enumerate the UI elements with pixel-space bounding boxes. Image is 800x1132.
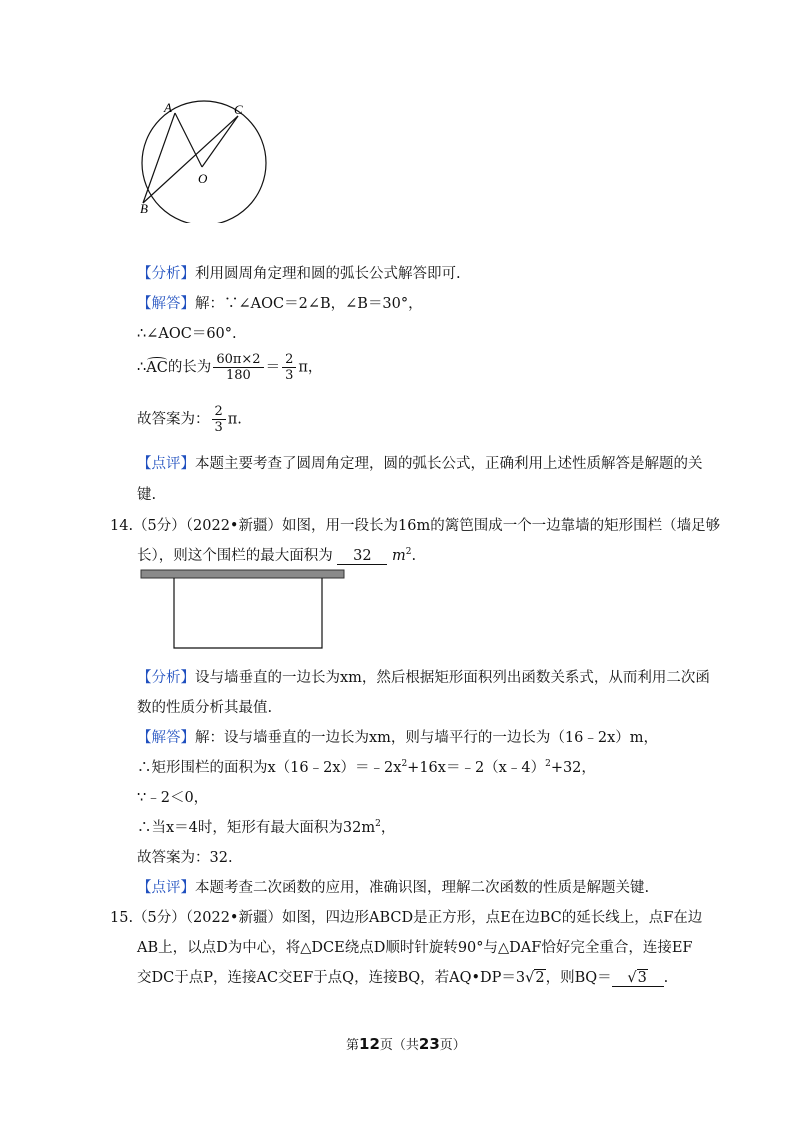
wall [141,570,344,578]
comment-tag: 【点评】 [137,880,195,896]
answer-tag: 【解答】 [137,730,195,746]
q13-final-answer: 故答案为： $\frac{2}{3}$ π. [137,404,242,435]
q15-stem-line2: AB上，以点D为中心，将△DCE绕点D顺时针旋转90°与△DAF恰好完全重合，连接EF [137,940,693,956]
circle-outline [142,101,266,223]
segment-ao [175,113,202,167]
point-label-c: C [234,102,243,117]
fraction: $\frac{2}{3}$ [282,352,296,383]
sqrt-symbol: √2 [525,970,545,986]
q15-stem-line3: 交DC于点P，连接AC交EF于点Q，连接BQ，若AQ•DP＝3√2，则BQ＝ √3 . [137,970,669,986]
q13-answer-line1 [137,292,423,313]
q13-answer-line2: ∴∠AOC＝60°. [137,326,237,342]
q13-comment-line1: 【点评】本题主要考查了圆周角定理，圆的弧长公式，正确利用上述性质解答是解题的关 [137,456,703,472]
segment-bc [143,116,238,203]
q14-stem-line2: 长），则这个围栏的最大面积为 32 $m^2$. [137,547,417,564]
total-pages: 23 [418,1035,440,1053]
q14-final-answer: 故答案为：32. [137,850,233,866]
fraction: $\frac{2}{3}$ [212,404,226,435]
q13-answer-line3: ∴AC的长为 $\frac{60\pi\times 2}{180}$ ＝ $\frac{2}{3}$ π， [137,352,323,383]
point-label-b: B [140,201,148,216]
q14-comment: 【点评】本题考查二次函数的应用，准确识图，理解二次函数的性质是解题关键. [137,880,650,896]
point-label-a: A [164,100,172,115]
q14-stem-line1: 14.（5分）（2022•新疆）如图，用一段长为16m的篱笆围成一个一边靠墙的矩形围栏（墙足够 [110,518,721,534]
answer-text: 解：∵∠AOC＝2∠B，∠B＝30°， [195,296,423,312]
arc-ac-symbol: AC [146,359,168,376]
answer-blank: 32 [337,548,387,565]
segment-ab [143,113,175,203]
q14-answer-line2: ∴矩形围栏的面积为$x(16﹣2x)=﹣2x^2+16x=﹣2(x﹣4)^2+32$， [137,759,596,776]
q14-answer-line4: ∴当x＝4时，矩形有最大面积为$32m^2$， [137,819,396,836]
q15-stem-line1: 15.（5分）（2022•新疆）如图，四边形ABCD是正方形，点E在边BC的延长线上，点F在边 [110,910,703,926]
q14-answer-line1: 【解答】解：设与墙垂直的一边长为xm，则与墙平行的一边长为（16﹣2x）m， [137,730,659,746]
point-label-o: O [198,171,208,186]
q14-analysis-line2: 数的性质分析其最值. [137,700,273,716]
comment-tag: 【点评】 [137,456,195,472]
analysis-tag: 【分析】 [137,670,195,686]
answer-blank: √3 [612,970,664,987]
current-page: 12 [359,1035,380,1053]
analysis-tag: 【分析】 [137,266,195,282]
fence-rectangle [174,578,322,648]
q13-comment-line2: 键. [137,487,157,503]
analysis-text: 利用圆周角定理和圆的弧长公式解答即可. [195,266,461,282]
q14-answer-line3: ∵﹣2＜0， [137,790,209,806]
fence-figure [140,568,350,652]
segment-oc [202,116,238,167]
q14-analysis-line1: 【分析】设与墙垂直的一边长为xm，然后根据矩形面积列出函数关系式，从而利用二次函 [137,670,710,686]
q13-analysis [137,262,461,283]
answer-tag: 【解答】 [137,296,195,312]
circle-figure [130,98,280,223]
page-footer: 第12页（共23页） [346,1035,466,1053]
fraction: $\frac{60\pi\times 2}{180}$ [213,352,263,383]
